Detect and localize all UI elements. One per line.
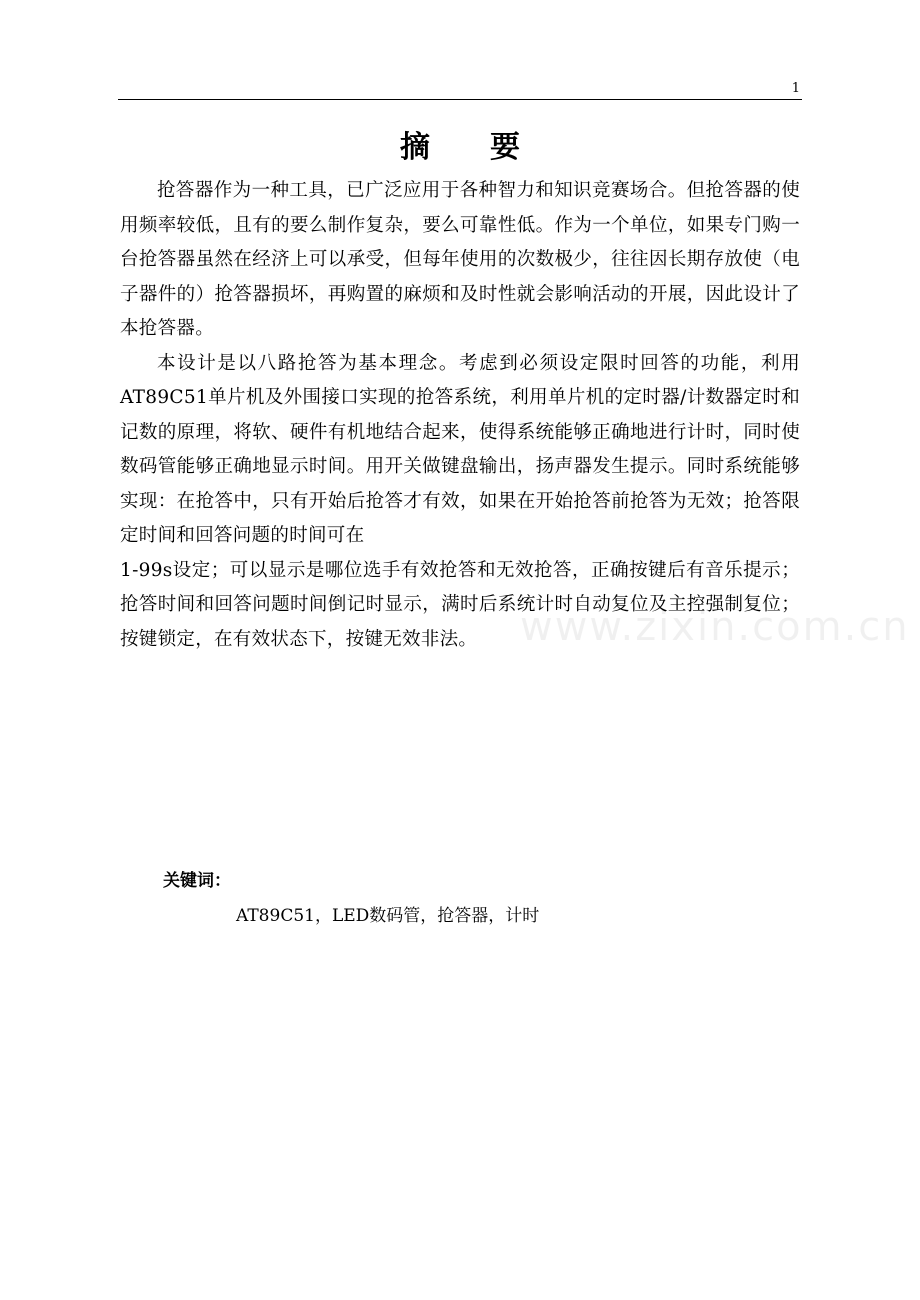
abstract-paragraph-2: [120, 347, 800, 658]
page-number: 1: [791, 81, 800, 96]
abstract-paragraph-1: 抢答器作为一种工具，已广泛应用于各种智力和知识竞赛场合。但抢答器的使用频率较低，且有的要么制作复杂，要么可靠性低。作为一个单位，如果专门购一台抢答器虽然在经济上可以承受，但每年使用的次数极少，往往因长期存放使（电子器件的）抢答器损坏，再购置的麻烦和及时性就会影响活动的开展，因此设计了本抢答器。: [120, 180, 800, 339]
abstract-paragraph-2-tail: 1-99s设定；可以显示是哪位选手有效抢答和无效抢答，正确按键后有音乐提示；抢答时间和回答问题时间倒记时显示，满时后系统计时自动复位及主控强制复位；按键锁定，在有效状态下，按键无效非法。: [120, 559, 800, 650]
keywords-label: 关键词：: [163, 871, 231, 891]
page-title: [0, 128, 920, 168]
keywords-text: AT89C51，LED数码管，抢答器，计时: [236, 906, 540, 926]
title-char-2: 要: [490, 130, 520, 165]
header-rule: [118, 99, 802, 100]
abstract-body: [120, 174, 800, 657]
title-char-1: 摘: [400, 130, 430, 165]
watermark: www.zixin.com.cn: [520, 604, 910, 650]
abstract-paragraph-2-main: 本设计是以八路抢答为基本理念。考虑到必须设定限时回答的功能，利用AT89C51单片机及外围接口实现的抢答系统，利用单片机的定时器/计数器定时和记数的原理，将软、硬件有机地结合起来，使得系统能够正确地进行计时，同时使数码管能够正确地显示时间。用开关做键盘输出，扬声器发生提示。同时系统能够实现：在抢答中，只有开始后抢答才有效，如果在开始抢答前抢答为无效；抢答限定时间和回答问题的时间可在: [120, 352, 800, 546]
